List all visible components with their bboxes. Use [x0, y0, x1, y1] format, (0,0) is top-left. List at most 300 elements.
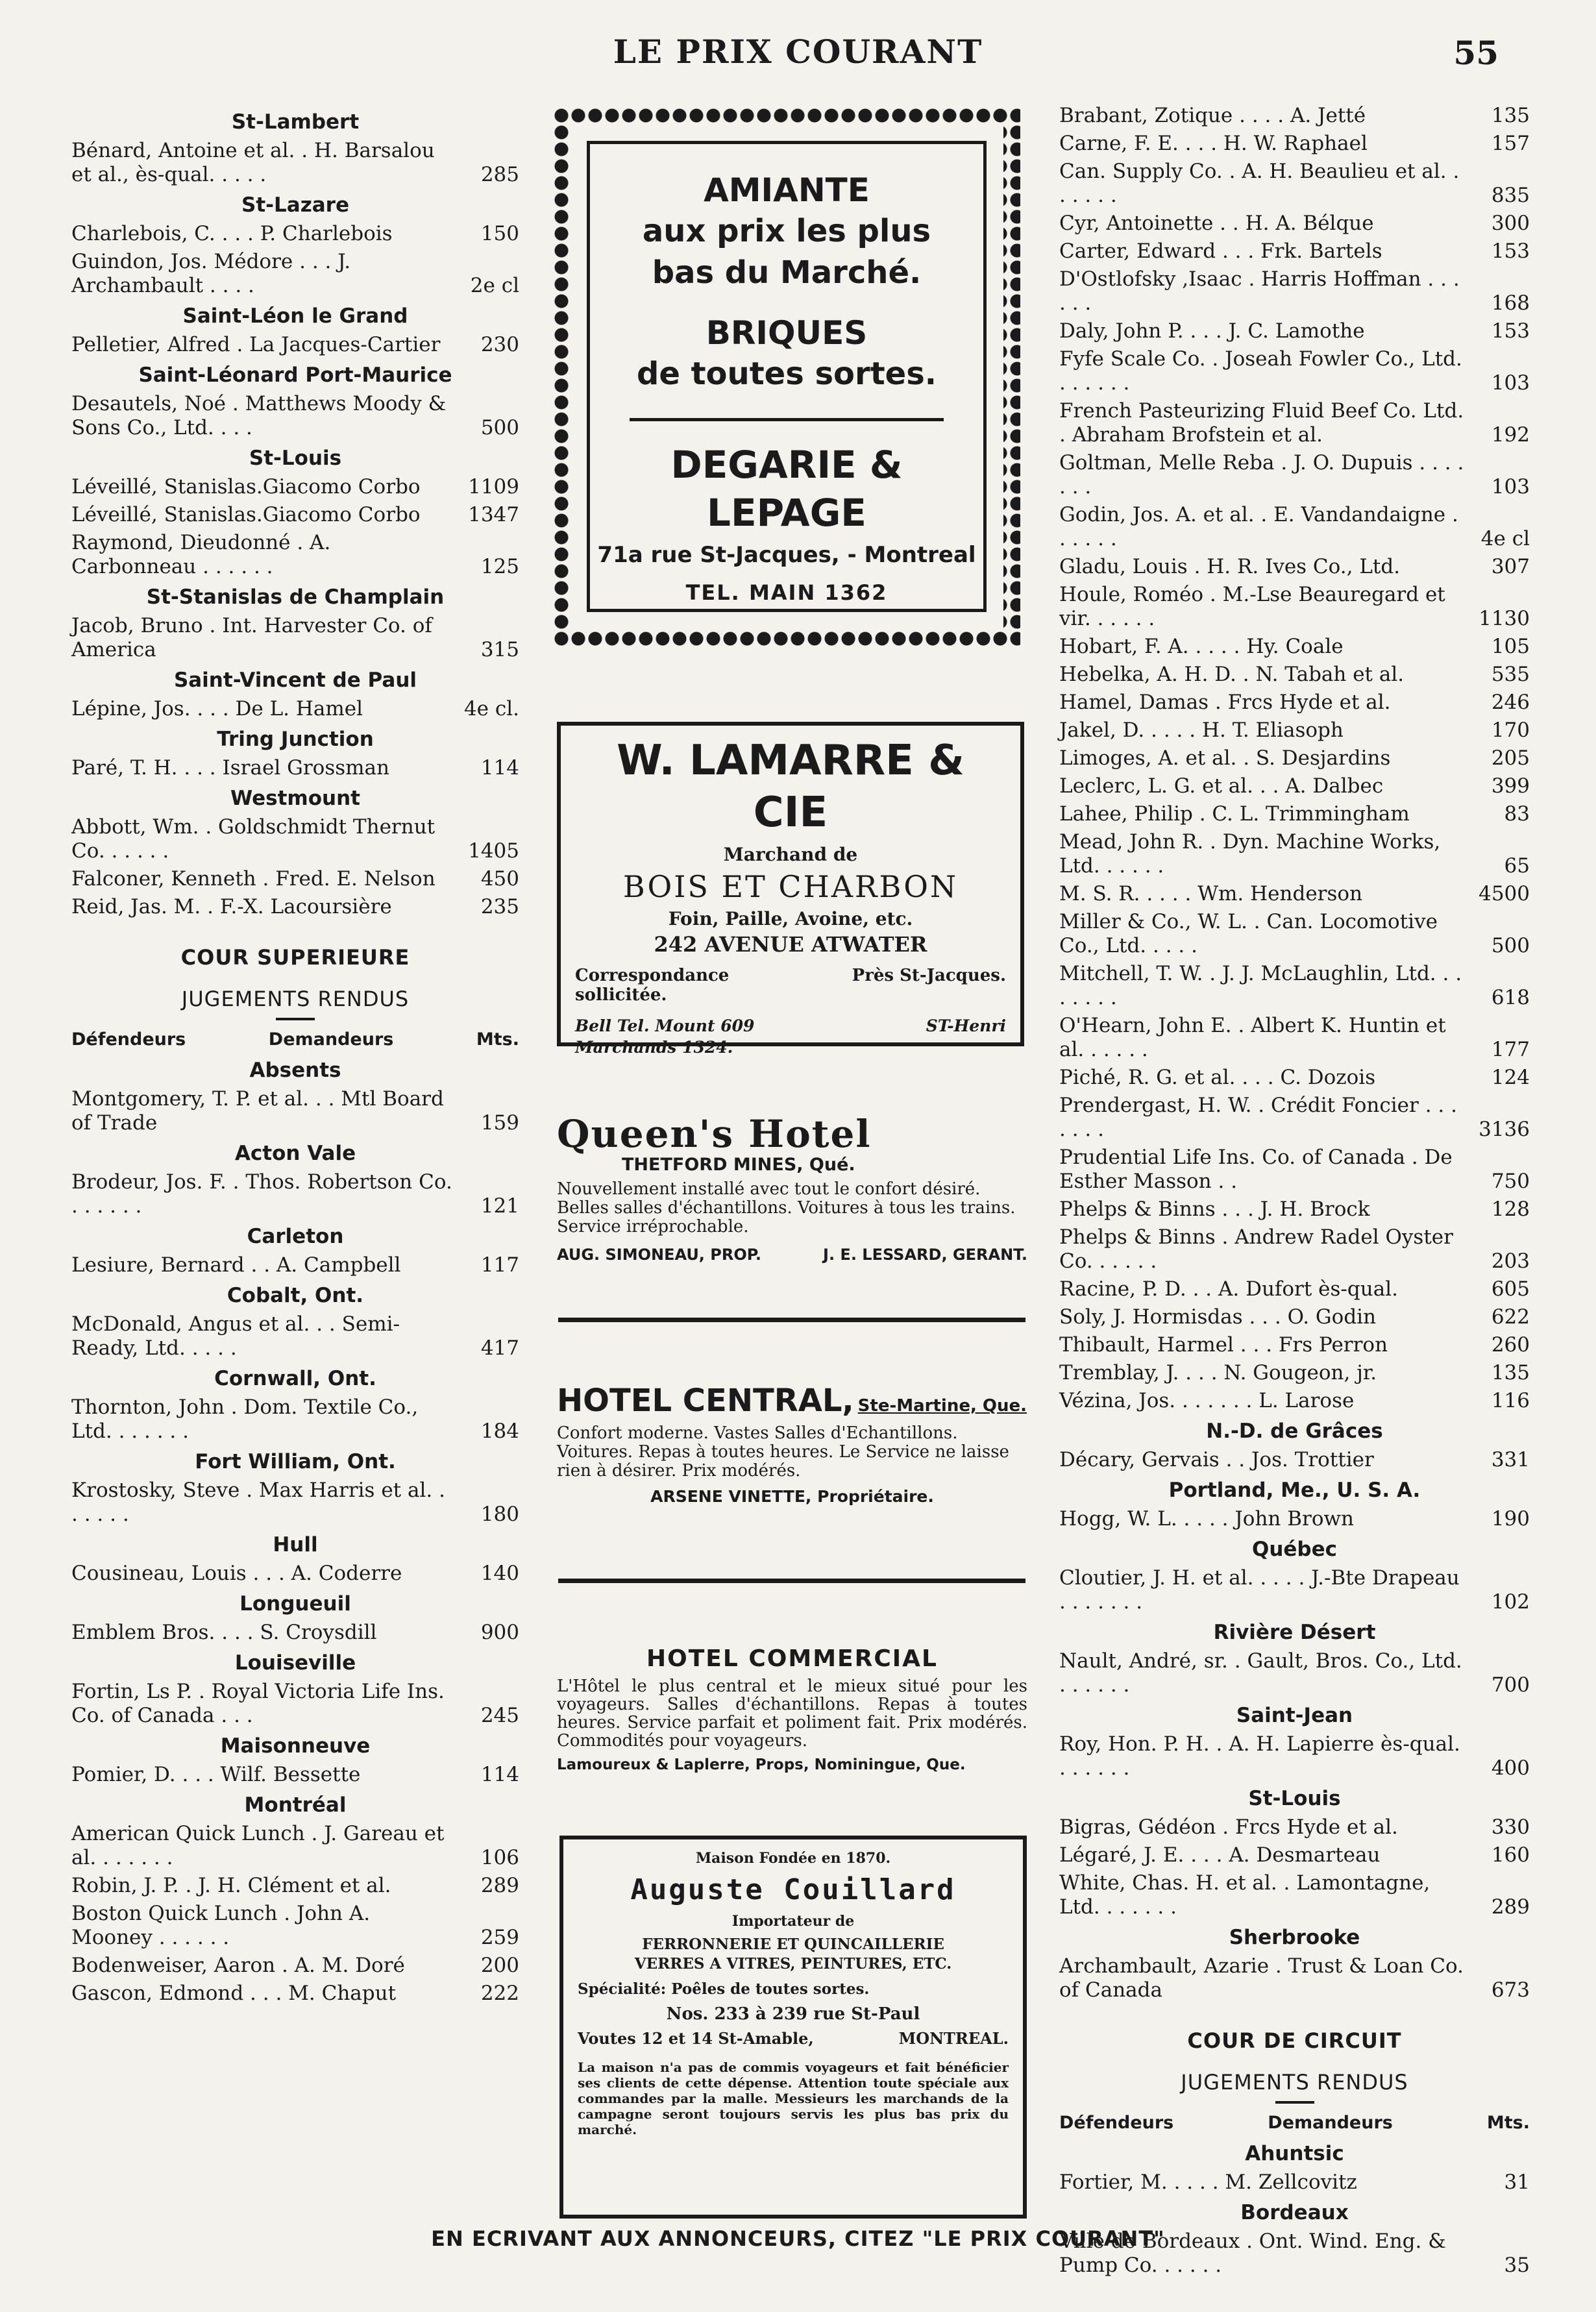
ad-place: THETFORD MINES, Qué. — [622, 1155, 855, 1175]
locality-heading: St-Louis — [1248, 1787, 1341, 1810]
ad-address: 242 AVENUE ATWATER — [654, 932, 927, 957]
entry-amount: 135 — [1491, 1361, 1530, 1384]
entry-parties: Soly, J. Hormisdas . . . O. Godin — [1059, 1305, 1377, 1329]
right-sections-localities — [1059, 1417, 1530, 2002]
ad-line: Importateur de — [731, 1913, 855, 1930]
judgment-entry — [1059, 910, 1530, 958]
judgment-entry — [1059, 1014, 1530, 1062]
entry-parties: Krostosky, Steve . Max Harris et al. . . . . . . — [71, 1479, 445, 1526]
ad-company-name: HOTEL COMMERCIAL — [646, 1645, 938, 1672]
entry-amount: 1130 — [1479, 607, 1530, 630]
judgment-entry — [71, 1822, 519, 1870]
entry-parties: Piché, R. G. et al. . . . C. Dozois — [1059, 1066, 1376, 1089]
entry-parties: Can. Supply Co. . A. H. Beaulieu et al. . . . . . . — [1059, 160, 1460, 207]
entry-amount: 117 — [480, 1253, 519, 1277]
montants-header: Mts. — [1486, 2113, 1530, 2133]
judgment-entry — [1059, 1225, 1530, 1273]
jugements-rendus-heading: JUGEMENTS RENDUS — [1059, 2070, 1530, 2104]
ad-company-name: HOTEL CENTRAL, — [557, 1383, 854, 1419]
entry-amount: 31 — [1504, 2171, 1530, 2194]
entry-parties: Fortin, Ls P. . Royal Victoria Life Ins. Co. of Canada . . . — [71, 1680, 445, 1727]
locality-heading: Québec — [1251, 1538, 1338, 1561]
ad-line: ST-Henri — [926, 1016, 1006, 1035]
ad-description: L'Hôtel le plus central et le mieux situé pour les voyageurs. Salles d'échantillons. Repas à toutes heures. Service parfait et poliment fait. Prix modérés. Commodités pour voyageurs. — [557, 1677, 1027, 1751]
ad-lamarre — [557, 722, 1024, 1057]
left-column — [71, 104, 519, 2207]
entry-amount: 750 — [1491, 1170, 1530, 1193]
locality-heading: Saint-Vincent de Paul — [173, 669, 417, 692]
entry-amount: 285 — [480, 163, 519, 186]
entry-amount: 150 — [480, 222, 519, 245]
montants-header: Mts. — [476, 1029, 519, 1050]
judgment-entry — [71, 1680, 519, 1728]
judgment-entry — [71, 756, 519, 780]
locality-heading: St-Lazare — [241, 193, 349, 217]
judgment-entry — [71, 815, 519, 863]
entry-parties: Houle, Roméo . M.-Lse Beauregard et vir. . . . . . — [1059, 583, 1445, 630]
entry-parties: Limoges, A. et al. . S. Desjardins — [1059, 746, 1391, 770]
judgment-entry — [1059, 774, 1530, 798]
entry-amount: 125 — [480, 555, 519, 578]
entry-parties: Daly, John P. . . . J. C. Lamothe — [1059, 319, 1365, 343]
entry-amount: 4e cl — [1480, 527, 1530, 550]
locality-heading: Absents — [249, 1059, 341, 1082]
judgment-entry — [1059, 555, 1530, 579]
judgment-entry — [1059, 267, 1530, 315]
entry-parties: Mitchell, T. W. . J. J. McLaughlin, Ltd. . . . . . . . — [1059, 962, 1462, 1009]
entry-parties: Tremblay, J. . . . N. Gougeon, jr. — [1059, 1361, 1377, 1384]
entry-parties: Archambault, Azarie . Trust & Loan Co. of Canada — [1059, 1954, 1464, 2002]
judgment-entry — [1059, 347, 1530, 395]
entry-amount: 168 — [1491, 291, 1530, 315]
ad-address: Voutes 12 et 14 St-Amable, — [578, 2029, 814, 2048]
ad-divider — [630, 418, 944, 421]
locality-heading: Montréal — [244, 1793, 347, 1817]
entry-amount: 399 — [1491, 774, 1530, 798]
judgment-entry — [71, 139, 519, 187]
judgment-entry — [1059, 830, 1530, 878]
entry-amount: 65 — [1504, 854, 1530, 878]
entry-parties: D'Ostlofsky ,Isaac . Harris Hoffman . . . . . . — [1059, 267, 1460, 315]
entry-parties: Prendergast, H. W. . Crédit Foncier . . . . . . . — [1059, 1094, 1457, 1141]
judgment-entry — [1059, 1066, 1530, 1090]
entry-amount: 4500 — [1479, 882, 1530, 905]
locality-heading: Westmount — [230, 787, 360, 810]
ad-line: Correspondance sollicitée. — [575, 966, 730, 1005]
defendeurs-header: Défendeurs — [71, 1029, 186, 1050]
entry-amount: 400 — [1491, 1756, 1530, 1780]
entry-amount: 135 — [1491, 104, 1530, 127]
ad-line: Spécialité: Poêles de toutes sortes. — [578, 1980, 870, 1998]
judgment-entry — [1059, 1146, 1530, 1194]
ad-notice: La maison n'a pas de commis voyageurs et fait bénéficier ses clients de cette dépense. Attention toute spéciale aux commandes par la malle. Messieurs les marchands de la campagne seront toujours servis les plus bas prix du marché. — [578, 2060, 1009, 2137]
entry-parties: Brabant, Zotique . . . . A. Jetté — [1059, 104, 1366, 127]
journal-title: LE PRIX COURANT — [613, 32, 983, 71]
judgment-entry — [71, 1170, 519, 1218]
divider — [558, 1579, 1025, 1583]
locality-heading: Saint-Jean — [1236, 1704, 1353, 1727]
entry-amount: 1405 — [468, 839, 519, 863]
entry-amount: 203 — [1491, 1249, 1530, 1273]
judgment-entry — [71, 614, 519, 662]
ad-company-name: DEGARIE & LEPAGE — [670, 443, 903, 535]
judgment-entry — [71, 1479, 519, 1527]
entry-amount: 170 — [1491, 719, 1530, 742]
ad-hotel-central — [557, 1383, 1027, 1506]
judgment-entry — [71, 1396, 519, 1444]
column-headers — [1059, 2113, 1530, 2133]
judgment-entry — [71, 1763, 519, 1787]
entry-parties: Ville de Bordeaux . Ont. Wind. Eng. & Pump Co. . . . . . — [1059, 2230, 1446, 2277]
locality-heading: St-Lambert — [231, 110, 360, 134]
judgment-entry — [71, 1621, 519, 1645]
entry-amount: 114 — [480, 756, 519, 780]
entry-amount: 128 — [1491, 1198, 1530, 1221]
judgment-entry — [1059, 635, 1530, 659]
locality-heading: Portland, Me., U. S. A. — [1168, 1479, 1421, 1502]
entry-amount: 153 — [1491, 240, 1530, 263]
judgment-entry — [71, 503, 519, 527]
entry-amount: 245 — [480, 1704, 519, 1727]
ad-line: VERRES A VITRES, PEINTURES, ETC. — [634, 1955, 952, 1973]
judgment-entry — [1059, 962, 1530, 1010]
entry-parties: Reid, Jas. M. . F.-X. Lacoursière — [71, 895, 392, 918]
locality-heading: Bordeaux — [1240, 2201, 1349, 2224]
entry-amount: 700 — [1491, 1673, 1530, 1697]
ad-manager: J. E. LESSARD, GERANT. — [823, 1246, 1027, 1264]
page-footer: EN ECRIVANT AUX ANNONCEURS, CITEZ "LE PRIX COURANT" — [431, 2226, 1165, 2251]
entry-parties: Falconer, Kenneth . Fred. E. Nelson — [71, 867, 436, 891]
judgment-entry — [1059, 503, 1530, 551]
judgment-entry — [1059, 451, 1530, 499]
judgment-entry — [1059, 719, 1530, 743]
entry-parties: Carter, Edward . . . Frk. Bartels — [1059, 240, 1382, 263]
page-number: 55 — [1453, 34, 1499, 72]
left-sections-judgments — [71, 1056, 519, 2006]
locality-heading: Rivière Désert — [1213, 1621, 1376, 1644]
entry-parties: Raymond, Dieudonné . A. Carbonneau . . . . . . — [71, 531, 331, 578]
locality-heading: Cobalt, Ont. — [227, 1284, 364, 1307]
judgment-entry — [71, 1562, 519, 1586]
ad-line: Maison Fondée en 1870. — [695, 1850, 891, 1867]
ad-company-name: Queen's Hotel — [557, 1112, 872, 1156]
entry-amount: 500 — [480, 416, 519, 439]
demandeurs-header: Demandeurs — [268, 1029, 394, 1050]
ad-line: FERRONNERIE ET QUINCAILLERIE — [642, 1936, 944, 1953]
judgment-entry — [71, 475, 519, 499]
entry-amount: 246 — [1491, 691, 1530, 714]
judgment-entry — [1059, 319, 1530, 343]
entry-amount: 307 — [1491, 555, 1530, 578]
entry-parties: Léveillé, Stanislas.Giacomo Corbo — [71, 503, 421, 526]
entry-parties: Paré, T. H. . . . Israel Grossman — [71, 756, 389, 780]
entry-amount: 618 — [1491, 986, 1530, 1009]
entry-amount: 105 — [1491, 635, 1530, 658]
judgment-entry — [1059, 2171, 1530, 2195]
entry-amount: 289 — [480, 1874, 519, 1897]
entry-parties: Leclerc, L. G. et al. . . A. Dalbec — [1059, 774, 1384, 798]
entry-parties: Jacob, Bruno . Int. Harvester Co. of America — [71, 614, 432, 661]
entry-parties: Emblem Bros. . . . S. Croysdill — [71, 1621, 377, 1644]
entry-amount: 450 — [480, 867, 519, 891]
entry-parties: Carne, F. E. . . . H. W. Raphael — [1059, 132, 1368, 155]
entry-parties: Hebelka, A. H. D. . N. Tabah et al. — [1059, 663, 1405, 686]
ad-city: MONTREAL. — [898, 2029, 1009, 2048]
entry-parties: Mead, John R. . Dyn. Machine Works, Ltd. . . . . . — [1059, 830, 1441, 878]
ad-line: Marchand de — [723, 844, 858, 865]
jugements-rendus-heading: JUGEMENTS RENDUS — [71, 987, 519, 1020]
judgment-entry — [1059, 160, 1530, 208]
entry-parties: Nault, André, sr. . Gault, Bros. Co., Ltd. . . . . . . — [1059, 1649, 1462, 1697]
entry-parties: Cloutier, J. H. et al. . . . . J.-Bte Drapeau . . . . . . . — [1059, 1566, 1460, 1614]
judgment-entry — [1059, 1305, 1530, 1329]
judgment-entry — [1059, 802, 1530, 826]
column-headers — [71, 1029, 519, 1050]
entry-parties: Fyfe Scale Co. . Joseah Fowler Co., Ltd. . . . . . . — [1059, 347, 1462, 395]
locality-heading: Carleton — [247, 1225, 344, 1248]
ad-proprietor: AUG. SIMONEAU, PROP. — [557, 1246, 762, 1264]
entry-parties: Roy, Hon. P. H. . A. H. Lapierre ès-qual. . . . . . . — [1059, 1732, 1460, 1780]
entry-parties: Thibault, Harmel . . . Frs Perron — [1059, 1333, 1388, 1357]
locality-heading: Ahuntsic — [1245, 2142, 1344, 2165]
judgment-entry — [1059, 663, 1530, 687]
judgment-entry — [71, 1902, 519, 1950]
ad-auguste-couillard — [559, 1836, 1027, 2219]
locality-heading: Saint-Léonard Port-Maurice — [138, 363, 452, 387]
entry-amount: 605 — [1491, 1277, 1530, 1301]
divider — [558, 1318, 1025, 1322]
ad-description: Nouvellement installé avec tout le confort désiré. Belles salles d'échantillons. Voitures à tous les trains. Service irréprochable. — [557, 1179, 1016, 1236]
judgment-entry — [71, 222, 519, 246]
entry-amount: 260 — [1491, 1333, 1530, 1357]
entry-parties: Charlebois, C. . . . P. Charlebois — [71, 222, 393, 245]
entry-parties: Hamel, Damas . Frcs Hyde et al. — [1059, 691, 1391, 714]
entry-parties: French Pasteurizing Fluid Beef Co. Ltd. . Abraham Brofstein et al. — [1059, 399, 1464, 447]
judgment-entry — [1059, 1277, 1530, 1301]
entry-parties: Phelps & Binns . . . J. H. Brock — [1059, 1198, 1370, 1221]
entry-parties: Jakel, D. . . . . H. T. Eliasoph — [1059, 719, 1344, 742]
cour-de-circuit-heading: COUR DE CIRCUIT — [1187, 2028, 1402, 2053]
judgment-entry — [1059, 1448, 1530, 1472]
entry-parties: Montgomery, T. P. et al. . . Mtl Board of Trade — [71, 1087, 444, 1135]
ad-line: Foin, Paille, Avoine, etc. — [668, 908, 913, 929]
entry-parties: Hobart, F. A. . . . . Hy. Coale — [1059, 635, 1344, 658]
entry-amount: 159 — [480, 1111, 519, 1135]
entry-amount: 160 — [1491, 1843, 1530, 1867]
locality-heading: Fort William, Ont. — [195, 1450, 396, 1473]
entry-parties: Hogg, W. L. . . . . John Brown — [1059, 1507, 1355, 1531]
entry-parties: White, Chas. H. et al. . Lamontagne, Ltd. . . . . . . — [1059, 1871, 1430, 1919]
judgment-entry — [1059, 583, 1530, 631]
judgment-entry — [1059, 212, 1530, 236]
entry-amount: 192 — [1491, 423, 1530, 447]
entry-amount: 835 — [1491, 184, 1530, 207]
judgment-entry — [1059, 1333, 1530, 1357]
locality-heading: N.-D. de Grâces — [1206, 1420, 1383, 1443]
right-entries-montreal — [1059, 104, 1530, 1413]
entry-parties: Racine, P. D. . . A. Dufort ès-qual. — [1059, 1277, 1398, 1301]
demandeurs-header: Demandeurs — [1268, 2113, 1393, 2133]
entry-parties: Lesiure, Bernard . . A. Campbell — [71, 1253, 401, 1277]
locality-heading: Longueuil — [239, 1592, 351, 1616]
entry-parties: M. S. R. . . . . Wm. Henderson — [1059, 882, 1363, 905]
entry-amount: 157 — [1491, 132, 1530, 155]
locality-heading: Louiseville — [234, 1651, 356, 1675]
judgment-entry — [1059, 240, 1530, 264]
entry-amount: 1347 — [468, 503, 519, 526]
entry-amount: 200 — [480, 1954, 519, 1977]
entry-parties: Lahee, Philip . C. L. Trimmingham — [1059, 802, 1410, 826]
judgment-entry — [1059, 1361, 1530, 1385]
judgment-entry — [1059, 1815, 1530, 1839]
judgment-entry — [1059, 882, 1530, 906]
page-header — [0, 32, 1596, 78]
judgment-entry — [1059, 1566, 1530, 1614]
locality-heading: Saint-Léon le Grand — [182, 304, 408, 328]
entry-amount: 121 — [480, 1194, 519, 1218]
ad-description: Confort moderne. Vastes Salles d'Echantillons. Voitures. Repas à toutes heures. Le Service ne laisse rien à désirer. Prix modérés. — [557, 1423, 1009, 1481]
entry-parties: Miller & Co., W. L. . Can. Locomotive Co., Ltd. . . . . — [1059, 910, 1438, 957]
entry-amount: 230 — [480, 333, 519, 356]
entry-parties: Cyr, Antoinette . . H. A. Bélque — [1059, 212, 1374, 235]
locality-heading: Acton Vale — [234, 1142, 356, 1165]
judgment-entry — [1059, 1843, 1530, 1867]
entry-parties: Boston Quick Lunch . John A. Mooney . . . . . . — [71, 1902, 371, 1949]
entry-parties: Décary, Gervais . . Jos. Trottier — [1059, 1448, 1374, 1471]
ad-degarie-lepage — [553, 107, 1020, 646]
left-sections-localities — [71, 108, 519, 919]
entry-amount: 289 — [1491, 1895, 1530, 1919]
judgment-entry — [1059, 1389, 1530, 1413]
judgment-entry — [71, 1954, 519, 1978]
judgment-entry — [1059, 132, 1530, 156]
entry-parties: Brodeur, Jos. F. . Thos. Robertson Co. . . . . . . — [71, 1170, 452, 1218]
ad-line: aux prix les plus — [642, 213, 931, 249]
entry-amount: 114 — [480, 1763, 519, 1786]
entry-parties: Abbott, Wm. . Goldschmidt Thernut Co. . . . . . — [71, 815, 436, 863]
cour-superieure-heading: COUR SUPERIEURE — [180, 945, 410, 970]
entry-amount: 417 — [480, 1336, 519, 1360]
entry-amount: 103 — [1491, 475, 1530, 498]
entry-amount: 177 — [1491, 1038, 1530, 1061]
entry-parties: Vézina, Jos. . . . . . . L. Larose — [1059, 1389, 1355, 1412]
locality-heading: Maisonneuve — [220, 1734, 371, 1758]
ad-place: Ste-Martine, Que. — [857, 1396, 1027, 1416]
judgment-entry — [71, 697, 519, 721]
judgment-entry — [1059, 1094, 1530, 1142]
entry-amount: 900 — [480, 1621, 519, 1644]
entry-amount: 330 — [1491, 1815, 1530, 1839]
judgment-entry — [1059, 1732, 1530, 1780]
entry-parties: Bodenweiser, Aaron . A. M. Doré — [71, 1954, 405, 1977]
entry-amount: 124 — [1491, 1066, 1530, 1089]
ad-phone: TEL. MAIN 1362 — [685, 580, 888, 605]
entry-parties: Pomier, D. . . . Wilf. Bessette — [71, 1763, 361, 1786]
entry-parties: Léveillé, Stanislas.Giacomo Corbo — [71, 475, 421, 498]
entry-parties: Bénard, Antoine et al. . H. Barsalou et al., ès-qual. . . . . — [71, 139, 435, 186]
right-column — [1059, 104, 1530, 2277]
ad-line: de toutes sortes. — [636, 356, 937, 392]
judgment-entry — [71, 531, 519, 579]
entry-amount: 103 — [1491, 371, 1530, 395]
entry-amount: 222 — [480, 1982, 519, 2005]
entry-parties: Goltman, Melle Reba . J. O. Dupuis . . . . . . . — [1059, 451, 1464, 498]
entry-parties: Pelletier, Alfred . La Jacques-Cartier — [71, 333, 441, 356]
ad-line: bas du Marché. — [652, 254, 922, 291]
entry-parties: Desautels, Noé . Matthews Moody & Sons Co., Ltd. . . . — [71, 392, 447, 439]
judgment-entry — [1059, 746, 1530, 770]
entry-parties: Thornton, John . Dom. Textile Co., Ltd. . . . . . . — [71, 1396, 419, 1443]
entry-parties: Phelps & Binns . Andrew Radel Oyster Co. . . . . . — [1059, 1225, 1453, 1273]
ad-company-name: W. LAMARRE & CIE — [617, 737, 964, 837]
entry-parties: Guindon, Jos. Médore . . . J. Archambault . . . . — [71, 250, 351, 297]
ad-proprietor: ARSENE VINETTE, Propriétaire. — [650, 1487, 934, 1506]
entry-amount: 102 — [1491, 1590, 1530, 1614]
judgment-entry — [1059, 1649, 1530, 1697]
judgment-entry — [71, 895, 519, 919]
entry-amount: 235 — [480, 895, 519, 918]
judgment-entry — [71, 1087, 519, 1135]
entry-parties: Légaré, J. E. . . . A. Desmarteau — [1059, 1843, 1381, 1867]
locality-heading: Tring Junction — [217, 728, 374, 751]
ad-line: Près St-Jacques. — [852, 966, 1006, 985]
entry-amount: 35 — [1504, 2254, 1530, 2277]
entry-parties: Cousineau, Louis . . . A. Coderre — [71, 1562, 402, 1585]
entry-parties: Gladu, Louis . H. R. Ives Co., Ltd. — [1059, 555, 1401, 578]
entry-amount: 190 — [1491, 1507, 1530, 1531]
entry-parties: Godin, Jos. A. et al. . E. Vandandaigne . . . . . . — [1059, 503, 1458, 550]
ad-hotel-commercial — [557, 1645, 1027, 1773]
entry-amount: 140 — [480, 1562, 519, 1585]
entry-amount: 622 — [1491, 1305, 1530, 1329]
entry-amount: 500 — [1491, 934, 1530, 957]
judgment-entry — [1059, 691, 1530, 715]
locality-heading: St-Stanislas de Champlain — [146, 585, 445, 609]
judgment-entry — [1059, 1954, 1530, 2002]
judgment-entry — [71, 1982, 519, 2006]
entry-amount: 184 — [480, 1420, 519, 1443]
entry-amount: 205 — [1491, 746, 1530, 770]
ad-address: 71a rue St-Jacques, - Montreal — [597, 542, 976, 568]
entry-amount: 106 — [480, 1846, 519, 1869]
entry-amount: 153 — [1491, 319, 1530, 343]
ad-address: Nos. 233 à 239 rue St-Paul — [666, 2004, 920, 2024]
ad-company-name: Auguste Couillard — [630, 1873, 956, 1906]
ad-queens-hotel — [557, 1113, 1027, 1264]
entry-amount: 315 — [480, 638, 519, 661]
locality-heading: Sherbrooke — [1229, 1926, 1360, 1949]
entry-amount: 83 — [1504, 802, 1530, 826]
entry-amount: 300 — [1491, 212, 1530, 235]
locality-heading: Hull — [273, 1533, 318, 1556]
entry-parties: Bigras, Gédéon . Frcs Hyde et al. — [1059, 1815, 1398, 1839]
entry-parties: Prudential Life Ins. Co. of Canada . De Esther Masson . . — [1059, 1146, 1453, 1193]
entry-parties: Lépine, Jos. . . . De L. Hamel — [71, 697, 363, 720]
entry-amount: 3136 — [1479, 1118, 1530, 1141]
ad-phone: Marchands 1324. — [575, 1038, 733, 1057]
judgment-entry — [1059, 1871, 1530, 1919]
ad-line: BRIQUES — [706, 314, 868, 352]
judgment-entry — [1059, 104, 1530, 128]
right-sections-judgments — [1059, 2139, 1530, 2278]
judgment-entry — [71, 1253, 519, 1277]
judgment-entry — [1059, 399, 1530, 447]
entry-amount: 4e cl. — [463, 697, 519, 720]
judgment-entry — [71, 867, 519, 891]
entry-amount: 331 — [1491, 1448, 1530, 1471]
locality-heading: Cornwall, Ont. — [214, 1367, 376, 1390]
entry-parties: Fortier, M. . . . . M. Zellcovitz — [1059, 2171, 1357, 2194]
